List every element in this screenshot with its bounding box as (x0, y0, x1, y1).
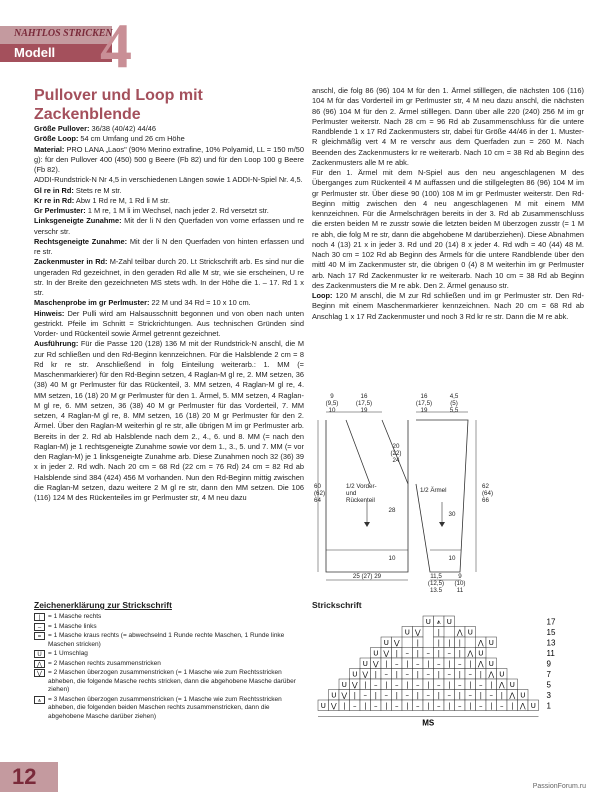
chart-symbol: U (520, 691, 526, 700)
left-column-paragraph (34, 339, 304, 503)
chart-symbol: ⋁ (414, 628, 421, 637)
legend-symbol-icon: | (34, 613, 45, 621)
chart-symbol: – (416, 702, 420, 710)
chart-symbol: ⋁ (351, 681, 358, 689)
paragraph-label: Linksgeneigte Zunahme: (34, 216, 122, 226)
chart-symbol: – (395, 660, 399, 668)
dim-width-body: 25 (27) 29 (352, 573, 382, 580)
page-number-box (0, 762, 58, 792)
chart-symbol: U (331, 691, 337, 700)
legend-item (34, 632, 304, 649)
left-column-paragraph (34, 216, 304, 237)
chart-symbol: U (320, 702, 326, 710)
chart-symbol: ⋁ (393, 639, 400, 647)
left-column-paragraph (34, 237, 304, 258)
legend-item (34, 696, 304, 722)
paragraph-text: ADDI-Rundstrick-N Nr 4,5 in verschiedenen Längen sowie 1 ADDI-N-Spiel Nr. 4,5. (34, 175, 303, 185)
chart-symbol: | (364, 681, 367, 689)
dim-side-right: 62 (64) 66 (482, 483, 494, 504)
chart-symbol: – (395, 681, 399, 689)
chart-symbol: – (426, 670, 430, 679)
paragraph-text: Für den 1. Ärmel mit dem N-Spiel aus den neu angeschlagenen M des Überganges zum Rückenteil 4 M auffassen und die stillgelegten 86 (96) 104 M im gr Perlmuster str. Über diese 90 (100) 108 M im gr Perlmuster weiterstr. Den Rd-Beginn mittig zwischen den 4 neu angeschlagenen M mit einem MM kennzeichnen. Für die Ärmelschrägen bereits in der 3. Rd ab Zusammenschluss die ersten beiden M re zusstr sowie die letzten beiden M überzogen zusstr (= 1 M re abh, die folg M re str, dann die abgehobene M darüberziehen). Diese Abnahmen noch 4 (13) 21 x in jeder 3. Rd und 20 (14) 8 x jeder 4. Rd wdh = 40 (44) 48 M. Nach 30 cm = 102 Rd ab Beginn des Ärmels für die untere Randblende über den mittl 40 M im Zackenmuster str, die übrigen 0 (4) 8 M weiterhin im gr Perlmuster arb. Nach 17 Rd Zackenmuster kr re weiterarb. Nach 10 cm = 38 Rd ab Beginn des Zackenmusters die M re abk. Den 2. Ärmel genauso str. (312, 168, 584, 290)
chart-symbol: | (427, 660, 430, 668)
chart-symbol: – (374, 702, 378, 710)
page-number: 12 (12, 764, 37, 789)
paragraph-text: M-Zahl teilbar durch 20. Lt Strickschrift arb. Es sind nur die ungeraden Rd gezeichnet, in den geraden Rd alle M str, wie sie erscheinen, U re str. In der Breite den gezeichneten MS stets wdh. In der Höhe die 1. – 17. Rd 1 x str. (34, 257, 304, 297)
instructions-left-column (34, 124, 304, 584)
chart-symbol: ⋁ (383, 649, 390, 658)
left-column-paragraph (34, 175, 304, 185)
chart-symbol: | (385, 702, 388, 710)
chart-symbol: | (469, 681, 472, 689)
chart-symbol: – (468, 691, 472, 700)
chart-symbol: | (469, 702, 472, 710)
chart-symbol: – (437, 681, 441, 689)
chart-symbol: | (448, 702, 451, 710)
paragraph-text: 120 M anschl, die M zur Rd schließen und im gr Perlmuster str. Den Rd-Beginn mit einem Maschenmarkierer kennzeichnen. Nach 20 cm = 68 Rd ab Anschlag 1 x 17 Rd Zackenmuster und noch 3 Rd kr re str. Dann die M re abk. (312, 291, 584, 321)
chart-row-number: 5 (546, 680, 551, 690)
dim-28: 28 (388, 507, 396, 514)
paragraph-label: Loop: (312, 291, 333, 300)
paragraph-label: Rechtsgeneigte Zunahme: (34, 236, 128, 246)
paragraph-label: Hinweis: (34, 308, 65, 318)
legend-symbol-icon: ⋁ (34, 669, 45, 677)
chart-symbol: | (458, 670, 461, 679)
legend (34, 613, 304, 722)
chart-symbol: U (467, 628, 473, 637)
chart-symbol: | (406, 660, 409, 668)
chart-symbol: | (395, 649, 398, 658)
chart-symbol: | (448, 681, 451, 689)
garment-schematic (312, 392, 584, 592)
chart-symbol: | (458, 639, 461, 647)
left-column-paragraph (34, 309, 304, 340)
article-title: Pullover und Loop mit Zackenblende (34, 87, 203, 123)
instructions-right-column (312, 86, 584, 384)
paragraph-label: Größe Loop: (34, 134, 79, 144)
paragraph-label: Kr re in Rd: (34, 195, 75, 205)
chart-symbol: | (437, 691, 440, 700)
paragraph-label: Ausführung: (34, 339, 79, 349)
chart-symbol: – (426, 691, 430, 700)
chart-symbol: – (447, 649, 451, 658)
legend-symbol-icon: – (34, 623, 45, 631)
dim-width-cuff: 9 (10) 11 (454, 573, 466, 592)
chart-symbol: | (416, 649, 419, 658)
chart-title: Strickschrift (312, 600, 362, 610)
chart-symbol: – (395, 702, 399, 710)
page-header (0, 0, 600, 80)
chart-repeat-label: MS (422, 718, 435, 728)
chart-symbol: | (385, 660, 388, 668)
chart-symbol: | (448, 660, 451, 668)
legend-symbol-icon: ⋀ (34, 660, 45, 668)
chart-symbol: U (488, 660, 494, 668)
chart-symbol: – (447, 670, 451, 679)
paragraph-text: Für die Passe 120 (128) 136 M mit der Rundstrick-N anschl, die M zur Rd schließen und den Rd-Beginn kennzeichnen. Für die Halsblende 2 cm = 8 Rd kr re str. Anschließend in folg Einteilung weiterarb.: 1. MM (= Maschenmarkierer) für den Rd-Beginn setzen, 4 Raglan-M gl re, 2. MM setzen, 36 (38) 40 M gr Perlmuster für das Rückenteil, 3. MM setzen, 4 Raglan-M gl re, 4. MM setzen, 16 (18) 20 M gr Perlmuster für den 1. Ärmel, 5. MM setzen, 4 Raglan-M gl re, 6. MM setzen, 36 (38) 40 M gr Perlmuster für das Vorderteil, 7. MM setzen, 4 Raglan-M gl re, 8. MM setzen, 16 (18) 20 M gr Perlmuster für den 2. Ärmel. Über den Raglan-M weiterhin gl re str, alle übrigen M im gr Perlmuster arb. Bereits in der 2. Rd ab Halsblende nach dem 2., 4., 6. und 8. MM (= nach den Raglan-M) je 1 rechtsgeneigte Zunahme sowie vor dem 1., 3., 5. und 7. MM (= vor den Raglan-M) je 1 linksgeneigte Zunahme arb. Diese Zunahmen noch 32 (36) 39 x in jeder 2. Rd wdh. Nach 20 cm = 68 Rd (22 cm = 76 Rd) 24 cm = 82 Rd ab Halsblende sind 384 (424) 456 M vorhanden. Nun den Rd-Beginn mittig zwischen die Raglan-M setzen, dazu weitere 2 M gl re str, dann den MM setzen. Die 106 (116) 124 M des Rückenteiles im gr Perlmuster str, 4 M neu dazu (34, 339, 304, 502)
chart-symbol: ⋀ (519, 702, 526, 710)
chart-symbol: – (500, 702, 504, 710)
legend-item (34, 650, 304, 659)
chart-symbol: U (341, 681, 347, 689)
chart-symbol: – (405, 649, 409, 658)
chart-symbol: ⋀ (477, 660, 484, 668)
paragraph-label: Gr Perlmuster: (34, 206, 86, 215)
chart-symbol: U (362, 660, 368, 668)
chart-symbol: – (416, 660, 420, 668)
chart-symbol: | (374, 670, 377, 679)
paragraph-text: Abw 1 Rd re M, 1 Rd li M str. (74, 195, 170, 205)
left-column-paragraph (34, 145, 304, 176)
chart-symbol: – (479, 681, 483, 689)
chart-symbol: U (488, 639, 494, 647)
chart-symbol: | (500, 691, 503, 700)
right-column-paragraph (312, 168, 584, 291)
legend-symbol-icon: ⩚ (34, 696, 45, 704)
chart-symbol: – (458, 702, 462, 710)
paragraph-text: 36/38 (40/42) 44/46 (89, 124, 157, 133)
chart-symbol: | (479, 670, 482, 679)
chart-symbol: ⋁ (330, 702, 337, 710)
chart-symbol: – (363, 691, 367, 700)
legend-text: = 1 Masche kraus rechts (= abwechselnd 1 Runde rechte Maschen, 1 Runde linke Maschen stricken) (48, 632, 285, 648)
left-column-paragraph (34, 186, 304, 196)
paragraph-text: Mit der li N den Querfaden von vorne erfassen und re verschr str. (34, 216, 305, 236)
chart-symbol: | (511, 702, 514, 710)
chart-symbol: ⋁ (362, 670, 369, 679)
paragraph-text: Mit der li N den Querfaden von hinten erfassen und re str. (34, 236, 304, 256)
chart-row-number: 11 (546, 649, 555, 658)
chart-row-number: 17 (546, 617, 556, 627)
chart-symbol: | (353, 691, 356, 700)
chart-symbol: ⩚ (436, 618, 441, 626)
paragraph-label: Gl re in Rd: (34, 185, 74, 195)
raglan-line-left (346, 420, 370, 484)
chart-row-number: 7 (546, 670, 551, 679)
watermark: PassionForum.ru (532, 783, 586, 790)
paragraph-text: anschl, die folg 86 (96) 104 M für den 1. Ärmel stilllegen, die nächsten 106 (116) 104 M für das Vorderteil im gr Perlmuster str, 4 M neu dazu anschl, die nächsten 86 (96) 104 M für den 2. Ärmel stilllegen. Dann über alle 220 (240) 256 M im gr Perlmuster weiterstr. Nach 28 cm = 96 Rd ab Zusammenschluss für die untere Randblende 1 x 17 Rd Zackenmusters str, dabei für Größe 44/46 in der 1. Muster-R gleichmäßig vert 4 M re verschr aus dem Querfaden zun = 260 M. Nach Beenden des Zackenmusters kr re weiterarb. Nach 10 cm = 38 Rd ab Beginn des Zackenmusters alle M re abk. (312, 86, 584, 167)
left-column-paragraph (34, 124, 304, 134)
legend-symbol-icon: U (34, 650, 45, 658)
chart-symbol: – (437, 702, 441, 710)
legend-text: = 2 Maschen überzogen zusammenstricken (= 1 Masche wie zum Rechtsstricken abheben, die folgende Masche rechts stricken, dann die abgehobene Masche darüber ziehen) (48, 669, 296, 693)
dim-top-left: 9 (9,5) 10 (325, 393, 339, 414)
chart-symbol: | (385, 681, 388, 689)
left-column-paragraph (34, 298, 304, 308)
chart-symbol: | (490, 702, 493, 710)
dim-top-mid1: 16 (17,5) 19 (355, 393, 373, 414)
right-column-paragraph (312, 86, 584, 168)
chart-symbol: – (458, 681, 462, 689)
legend-item (34, 613, 304, 622)
paragraph-text: Stets re M str. (73, 185, 122, 195)
chart-symbol: | (437, 670, 440, 679)
chart-symbol: – (437, 660, 441, 668)
chart-symbol: U (530, 702, 536, 710)
left-column-paragraph (34, 206, 304, 216)
chart-symbol: | (395, 670, 398, 679)
chart-symbol: | (458, 649, 461, 658)
chart-row-number: 13 (546, 638, 556, 648)
dim-side-left: 60 (62) 64 (314, 483, 326, 504)
paragraph-text: 1 M re, 1 M li im Wechsel, nach jeder 2. Rd versetzt str. (85, 206, 269, 215)
dim-top-right: 4,5 (5) 5,5 (449, 393, 459, 414)
chart-row-number: 9 (546, 659, 551, 669)
paragraph-text: Der Pulli wird am Halsausschnitt begonnen und von oben nach unten gestrickt. Pfeile im Schnitt = Strickrichtungen. Aus technischen Gründen sind Vorder- und Rückenteil sowie Ärmel getrennt gezeichnet. (34, 308, 304, 338)
chart-symbol: U (425, 618, 431, 626)
dim-10b: 10 (448, 555, 456, 562)
chart-symbol: U (373, 649, 379, 658)
chart-symbol: | (469, 660, 472, 668)
dim-depth: 20 (22) 24 (390, 443, 402, 464)
chart-symbol: | (490, 681, 493, 689)
legend-text: = 3 Maschen überzogen zusammenstricken (= 1 Masche wie zum Rechtsstricken abheben, die folgenden beiden Maschen rechts zusammenstricken, dann die abgehobene Masche darüber ziehen) (48, 695, 282, 720)
chart-symbol: U (478, 649, 484, 658)
chart-symbol: | (406, 681, 409, 689)
paragraph-text: PRO LANA „Laos" (90% Merino extrafine, 10% Polyamid, LL = 150 m/50 g): für den Pullover 400 (450) 500 g Beere (Fb 82) und für den Loop 100 g Beere (Fb 82). (34, 144, 304, 174)
legend-text: = 1 Masche rechts (48, 613, 102, 620)
chart-symbol: ⋀ (498, 681, 505, 689)
dim-10a: 10 (388, 555, 396, 562)
chart-symbol: – (384, 670, 388, 679)
chart-symbol: | (458, 691, 461, 700)
paragraph-label: Zackenmuster in Rd: (34, 257, 108, 267)
dim-width-sleeve: 11,5 (12,5) 13,5 (427, 573, 445, 592)
chart-symbol: – (468, 670, 472, 679)
dim-30: 30 (448, 511, 456, 518)
paragraph-label: Größe Pullover: (34, 124, 90, 133)
chart-symbol: – (416, 681, 420, 689)
chart-symbol: ⋀ (467, 649, 474, 658)
label-body: 1/2 Vorder-und Rückenteil (346, 483, 377, 504)
chart-symbol: | (343, 702, 346, 710)
chart-symbol: | (437, 628, 440, 637)
chart-symbol: | (416, 691, 419, 700)
legend-item (34, 660, 304, 669)
paragraph-label: Maschenprobe im gr Perlmuster: (34, 298, 150, 308)
sleeve-outline (416, 420, 468, 572)
header-section: Modell (14, 45, 56, 60)
chart-symbol: ⋁ (341, 691, 348, 700)
paragraph-text: 22 M und 34 Rd = 10 x 10 cm. (149, 298, 251, 308)
knitting-chart (312, 612, 584, 742)
model-number: 4 (100, 10, 132, 81)
label-sleeve: 1/2 Ärmel (420, 487, 447, 494)
chart-symbol: – (426, 649, 430, 658)
chart-symbol: | (364, 702, 367, 710)
chart-symbol: – (479, 702, 483, 710)
chart-symbol: – (458, 660, 462, 668)
chart-symbol: U (404, 628, 410, 637)
paragraph-label: Material: (34, 144, 65, 154)
chart-symbol: – (353, 702, 357, 710)
chart-symbol: ⋀ (477, 639, 484, 647)
chart-symbol: ⋀ (509, 691, 516, 700)
chart-symbol: | (374, 691, 377, 700)
left-column-paragraph (34, 257, 304, 298)
legend-text: = 2 Maschen rechts zusammenstricken (48, 659, 161, 667)
chart-symbol: | (416, 639, 419, 647)
chart-symbol: | (427, 681, 430, 689)
header-kicker: NAHTLOS STRICKEN (14, 28, 113, 39)
chart-symbol: | (437, 639, 440, 647)
chart-row-number: 3 (546, 691, 551, 700)
chart-symbol: | (448, 639, 451, 647)
left-column-paragraph (34, 134, 304, 144)
chart-symbol: ⋀ (456, 628, 463, 637)
left-column-paragraph (34, 196, 304, 206)
paragraph-text: 54 cm Umfang und 26 cm Höhe (78, 134, 185, 144)
chart-symbol: U (383, 639, 389, 647)
right-column-paragraph (312, 291, 584, 322)
chart-row-number: 15 (546, 628, 556, 637)
chart-symbol: | (416, 670, 419, 679)
legend-item (34, 623, 304, 632)
legend-item (34, 669, 304, 695)
legend-symbol-icon: = (34, 632, 45, 640)
chart-symbol: – (405, 670, 409, 679)
chart-symbol: U (509, 681, 515, 689)
chart-symbol: – (374, 681, 378, 689)
chart-symbol: – (489, 691, 493, 700)
legend-text: = 1 Umschlag (48, 650, 88, 657)
chart-symbol: – (384, 691, 388, 700)
legend-text: = 1 Masche links (48, 622, 97, 630)
chart-symbol: – (405, 691, 409, 700)
chart-symbol: U (446, 618, 452, 626)
legend-title: Zeichenerklärung zur Strickschrift (34, 600, 172, 610)
chart-symbol: | (437, 649, 440, 658)
chart-symbol: U (499, 670, 505, 679)
chart-symbol: | (395, 691, 398, 700)
chart-symbol: | (406, 702, 409, 710)
chart-symbol: – (447, 691, 451, 700)
dim-top-mid2: 16 (17,5) 19 (415, 393, 433, 414)
chart-symbol: | (479, 691, 482, 700)
chart-symbol: ⋁ (372, 660, 379, 668)
chart-symbol: | (427, 702, 430, 710)
chart-row-number: 1 (546, 701, 551, 711)
chart-symbol: U (352, 670, 358, 679)
chart-symbol: ⋀ (488, 670, 495, 679)
